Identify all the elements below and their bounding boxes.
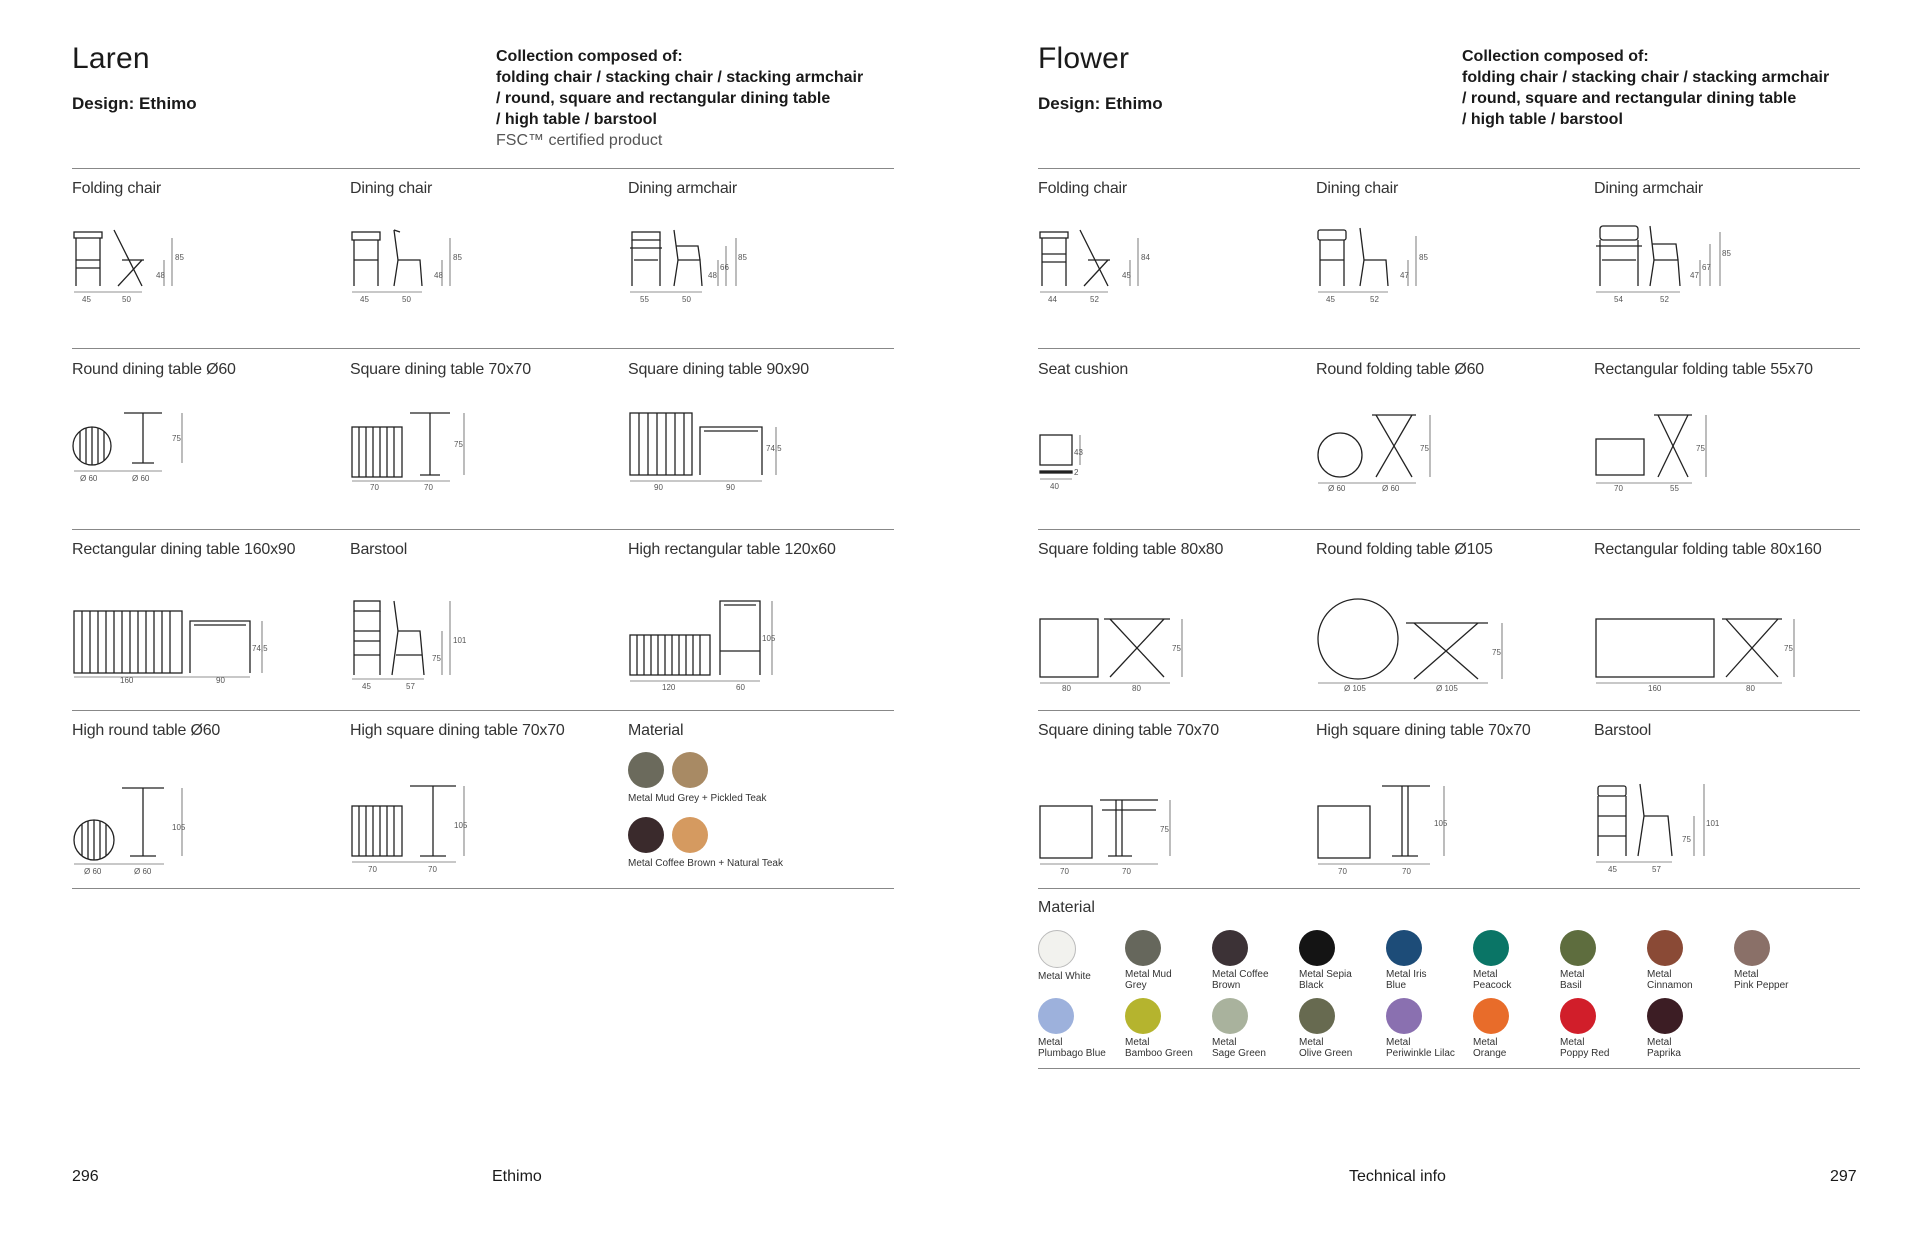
dim-height: 75	[1696, 444, 1705, 453]
product-dining-armchair	[628, 170, 906, 349]
swatch-item	[1125, 930, 1211, 991]
material-option	[628, 817, 783, 869]
dim-height: 85	[453, 253, 462, 262]
product-round-folding-table-105	[1316, 531, 1594, 710]
dim-diameter: Ø 60	[1328, 484, 1346, 493]
square-folding-table-drawing	[1038, 571, 1198, 691]
dim-width: 80	[1062, 684, 1071, 693]
swatch-label-line: Metal Mud	[1125, 969, 1172, 980]
product-label: Barstool	[1594, 722, 1652, 739]
dim-height: 101	[453, 636, 467, 645]
product-dining-armchair	[1594, 170, 1872, 349]
swatch-label	[1473, 1037, 1559, 1059]
product-label: Round dining table Ø60	[72, 361, 236, 378]
dim-height: 75	[1420, 444, 1429, 453]
swatch-label-line: Metal	[1647, 1037, 1672, 1048]
swatch-label	[1473, 969, 1559, 991]
product-folding-chair	[1038, 170, 1316, 349]
dim-height: 105	[1434, 819, 1448, 828]
swatch-item	[1560, 998, 1646, 1059]
product-label: Barstool	[350, 541, 408, 558]
color-swatch	[1386, 998, 1422, 1034]
product-label: Square dining table 70x70	[1038, 722, 1219, 739]
dim-depth: 50	[402, 295, 411, 304]
collection-line: Collection composed of:	[496, 48, 683, 65]
fsc-note: FSC™ certified product	[496, 132, 663, 149]
dim-seat-height: 48	[156, 271, 165, 280]
dim-seat-height: 45	[1122, 271, 1131, 280]
dim-depth: 90	[216, 676, 225, 685]
dim-thickness: 2	[1074, 468, 1079, 477]
dim-width: 70	[1338, 867, 1347, 876]
dim-height: 105	[172, 823, 186, 832]
product-label: Square dining table 90x90	[628, 361, 809, 378]
dim-depth: 70	[1122, 867, 1131, 876]
round-folding-table-drawing	[1316, 391, 1456, 491]
dim-arm-height: 66	[720, 263, 729, 272]
product-label: Dining chair	[350, 180, 433, 197]
swatch-label	[1299, 1037, 1385, 1059]
dim-depth: 50	[682, 295, 691, 304]
swatch-label-line: Peacock	[1473, 980, 1512, 991]
swatch-label-line: Metal	[1212, 1037, 1237, 1048]
page-title: Flower	[1038, 42, 1130, 75]
material-option	[628, 752, 767, 804]
divider	[1038, 168, 1860, 169]
dim-height: 75	[1492, 648, 1501, 657]
product-seat-cushion	[1038, 351, 1316, 530]
dining-chair-drawing	[350, 210, 470, 310]
dim-depth: 55	[1670, 484, 1679, 493]
color-swatch	[1473, 998, 1509, 1034]
dim-width: 45	[82, 295, 91, 304]
dim-depth: 90	[726, 483, 735, 492]
dim-height: 105	[454, 821, 468, 830]
product-label: Square dining table 70x70	[350, 361, 531, 378]
collection-line: Collection composed of:	[1462, 48, 1649, 65]
rect-folding-table-160-drawing	[1594, 571, 1814, 691]
rect-table-drawing	[72, 571, 282, 685]
swatch-label	[1038, 1037, 1124, 1059]
collection-line: folding chair / stacking chair / stacking armchair	[496, 69, 864, 86]
dim-seat-height: 47	[1690, 271, 1699, 280]
dim-length: 120	[662, 683, 676, 692]
dim-width: 55	[640, 295, 649, 304]
swatch-label	[1647, 1037, 1733, 1059]
dim-height: 75	[454, 440, 463, 449]
product-label: Rectangular dining table 160x90	[72, 541, 296, 558]
product-label: Folding chair	[1038, 180, 1128, 197]
dim-depth: 57	[1652, 865, 1661, 874]
swatch-mud-grey	[628, 752, 664, 788]
collection-text	[1462, 46, 1862, 130]
dim-diameter: Ø 60	[134, 867, 152, 876]
swatch-label-line: Plumbago Blue	[1038, 1048, 1106, 1059]
swatch-item	[1473, 930, 1559, 991]
swatch-label-line: Periwinkle Lilac	[1386, 1048, 1455, 1059]
swatch-label-line: Cinnamon	[1647, 980, 1693, 991]
swatch-item	[1212, 998, 1298, 1059]
product-label: Round folding table Ø60	[1316, 361, 1484, 378]
swatch-label-line: Metal	[1473, 1037, 1498, 1048]
dim-length: 160	[120, 676, 134, 685]
color-swatch	[1299, 998, 1335, 1034]
swatch-label	[1560, 1037, 1646, 1059]
collection-line: / round, square and rectangular dining table	[496, 90, 831, 107]
color-swatch	[1647, 998, 1683, 1034]
swatch-label-line: Metal Coffee	[1212, 969, 1269, 980]
divider	[1038, 1068, 1860, 1069]
dim-depth: 60	[736, 683, 745, 692]
dim-depth: 80	[1746, 684, 1755, 693]
product-label: Dining armchair	[628, 180, 738, 197]
dim-seat-height: 75	[432, 654, 441, 663]
dim-height: 75	[172, 434, 181, 443]
dim-height: 85	[738, 253, 747, 262]
dim-width: 45	[1608, 865, 1617, 874]
swatch-label	[1212, 1037, 1298, 1059]
dim-diameter: Ø 105	[1436, 684, 1458, 693]
dim-arm-height: 67	[1702, 263, 1711, 272]
collection-text	[496, 46, 896, 151]
swatch-item	[1125, 998, 1211, 1059]
dim-diameter: Ø 60	[1382, 484, 1400, 493]
round-folding-table-105-drawing	[1316, 571, 1516, 691]
dim-width: 45	[360, 295, 369, 304]
swatch-label-line: Metal	[1125, 1037, 1150, 1048]
product-label: High square dining table 70x70	[350, 722, 565, 739]
page-number: 296	[72, 1168, 99, 1185]
collection-line: / high table / barstool	[496, 111, 657, 128]
swatch-natural-teak	[672, 817, 708, 853]
dim-height: 84	[1141, 253, 1150, 262]
color-swatch	[1473, 930, 1509, 966]
product-dining-chair	[350, 170, 628, 349]
dim-diameter: Ø 105	[1344, 684, 1366, 693]
swatch-label-line: Paprika	[1647, 1048, 1681, 1059]
swatch-label	[1038, 971, 1124, 982]
dining-armchair-drawing	[1594, 210, 1734, 310]
color-swatch	[1734, 930, 1770, 966]
color-swatch	[1299, 930, 1335, 966]
color-swatch	[1125, 998, 1161, 1034]
swatch-coffee-brown	[628, 817, 664, 853]
dim-depth: 70	[428, 865, 437, 874]
product-square-dining-table-70	[350, 351, 628, 530]
material-label: Metal Mud Grey + Pickled Teak	[628, 793, 767, 804]
high-round-table-drawing	[72, 752, 202, 882]
color-swatch	[1038, 930, 1076, 968]
swatch-label	[1647, 969, 1733, 991]
dim-depth: 52	[1090, 295, 1099, 304]
dim-depth: 57	[406, 682, 415, 691]
swatch-label-line: Olive Green	[1299, 1048, 1353, 1059]
color-swatch	[1038, 998, 1074, 1034]
product-label: High rectangular table 120x60	[628, 541, 836, 558]
swatch-label-line: Metal	[1038, 1037, 1063, 1048]
dim-depth: 80	[1132, 684, 1141, 693]
product-rect-folding-table-55x70	[1594, 351, 1872, 530]
page-title: Laren	[72, 42, 150, 75]
barstool-drawing	[1594, 752, 1724, 882]
product-label: Square folding table 80x80	[1038, 541, 1224, 558]
swatch-item	[1560, 930, 1646, 991]
material-section	[628, 712, 906, 891]
swatch-label	[1212, 969, 1298, 991]
swatch-label	[1560, 969, 1646, 991]
right-page	[960, 0, 1920, 1249]
material-title: Material	[628, 722, 684, 739]
swatch-item	[1473, 998, 1559, 1059]
dim-length: 70	[1614, 484, 1623, 493]
dim-length: 160	[1648, 684, 1662, 693]
dim-diameter: Ø 60	[84, 867, 102, 876]
product-high-square-dining-table-70	[350, 712, 628, 891]
product-barstool	[350, 531, 628, 710]
collection-line: / round, square and rectangular dining table	[1462, 90, 1797, 107]
dim-depth: 70	[1402, 867, 1411, 876]
swatch-label-line: Black	[1299, 980, 1324, 991]
product-square-dining-table-70	[1038, 712, 1316, 891]
product-dining-chair	[1316, 170, 1594, 349]
swatch-label-line: Bamboo Green	[1125, 1048, 1193, 1059]
color-swatch	[1212, 930, 1248, 966]
swatch-label-line: Metal	[1647, 969, 1672, 980]
swatch-item	[1212, 930, 1298, 991]
dim-width: 70	[370, 483, 379, 492]
swatch-label-line: Metal	[1386, 1037, 1411, 1048]
product-square-dining-table-90	[628, 351, 906, 530]
dim-height: 85	[1722, 249, 1731, 258]
material-title: Material	[1038, 899, 1095, 916]
swatch-label	[1386, 969, 1472, 991]
product-square-folding-table-80	[1038, 531, 1316, 710]
dim-seat-height: 47	[1400, 271, 1409, 280]
divider	[72, 168, 894, 169]
product-rect-folding-table-80x160	[1594, 531, 1872, 710]
swatch-label-line: Metal	[1560, 969, 1585, 980]
dim-width: 40	[1050, 482, 1059, 491]
swatch-label-line: Sage Green	[1212, 1048, 1266, 1059]
dim-height: 101	[1706, 819, 1720, 828]
barstool-drawing	[350, 571, 480, 691]
swatch-pickled-teak	[672, 752, 708, 788]
swatch-label-line: Orange	[1473, 1048, 1507, 1059]
product-rectangular-dining-table-160	[72, 531, 350, 710]
swatch-label	[1125, 969, 1211, 991]
swatch-item	[1386, 930, 1472, 991]
swatch-label-line: Blue	[1386, 980, 1407, 991]
swatch-label-line: Metal Sepia	[1299, 969, 1352, 980]
high-rect-table-drawing	[628, 571, 798, 691]
dim-seat-height: 48	[434, 271, 443, 280]
swatch-label-line: Metal	[1734, 969, 1759, 980]
dim-height: 74,5	[766, 444, 782, 453]
swatch-label-line: Metal	[1560, 1037, 1585, 1048]
color-swatch	[1560, 998, 1596, 1034]
designer: Design: Ethimo	[1038, 94, 1163, 113]
product-label: Rectangular folding table 80x160	[1594, 541, 1822, 558]
product-high-rectangular-table-120	[628, 531, 906, 710]
dim-depth: 70	[424, 483, 433, 492]
product-label: Folding chair	[72, 180, 162, 197]
page-number: 297	[1830, 1168, 1857, 1185]
dim-depth: 52	[1660, 295, 1669, 304]
dim-height: 105	[762, 634, 776, 643]
dim-height: 75	[1160, 825, 1169, 834]
swatch-item	[1386, 998, 1472, 1059]
seat-cushion-drawing	[1038, 391, 1138, 491]
dim-width: 90	[654, 483, 663, 492]
folding-chair-drawing	[1038, 210, 1158, 310]
divider	[1038, 710, 1860, 711]
dim-depth: 43	[1074, 448, 1083, 457]
high-square-table-drawing	[350, 752, 480, 882]
swatch-item	[1299, 930, 1385, 991]
dim-height: 85	[175, 253, 184, 262]
color-swatch	[1212, 998, 1248, 1034]
dim-width: 45	[1326, 295, 1335, 304]
swatch-label	[1734, 969, 1820, 991]
square-table-90-drawing	[628, 391, 798, 491]
dim-seat-height: 75	[1682, 835, 1691, 844]
dim-depth: 52	[1370, 295, 1379, 304]
divider	[72, 710, 894, 711]
dim-height: 75	[1784, 644, 1793, 653]
footer-section: Technical info	[1349, 1168, 1446, 1185]
product-label: Round folding table Ø105	[1316, 541, 1493, 558]
swatch-label	[1299, 969, 1385, 991]
dining-chair-drawing	[1316, 210, 1436, 310]
swatch-label-line: Brown	[1212, 980, 1241, 991]
swatch-item	[1734, 930, 1820, 991]
folding-chair-drawing	[72, 210, 192, 310]
material-label: Metal Coffee Brown + Natural Teak	[628, 858, 783, 869]
product-high-round-table-60	[72, 712, 350, 891]
swatch-label-line: Metal White	[1038, 971, 1091, 982]
swatch-item	[1038, 998, 1124, 1059]
dim-width: 54	[1614, 295, 1623, 304]
swatch-item	[1647, 930, 1733, 991]
designer: Design: Ethimo	[72, 94, 197, 113]
product-folding-chair	[72, 170, 350, 349]
swatch-item	[1647, 998, 1733, 1059]
dim-width: 45	[362, 682, 371, 691]
product-label: Dining armchair	[1594, 180, 1704, 197]
dim-width: 44	[1048, 295, 1057, 304]
dim-diameter: Ø 60	[80, 474, 98, 483]
dining-armchair-drawing	[628, 210, 758, 310]
swatch-label-line: Grey	[1125, 980, 1147, 991]
product-high-square-dining-table-70	[1316, 712, 1594, 891]
swatch-label	[1125, 1037, 1211, 1059]
footer-brand: Ethimo	[492, 1168, 542, 1185]
dim-width: 70	[1060, 867, 1069, 876]
product-label: High square dining table 70x70	[1316, 722, 1531, 739]
rect-folding-table-drawing	[1594, 391, 1734, 491]
product-label: Seat cushion	[1038, 361, 1129, 378]
collection-line: / high table / barstool	[1462, 111, 1623, 128]
product-round-folding-table-60	[1316, 351, 1594, 530]
swatch-label-line: Metal Iris	[1386, 969, 1427, 980]
swatch-label-line: Metal	[1473, 969, 1498, 980]
swatch-label	[1386, 1037, 1472, 1059]
square-dining-table-drawing	[1038, 752, 1188, 882]
color-swatch	[1125, 930, 1161, 966]
dim-seat-height: 48	[708, 271, 717, 280]
product-barstool	[1594, 712, 1872, 891]
product-label: Rectangular folding table 55x70	[1594, 361, 1813, 378]
dim-depth: 50	[122, 295, 131, 304]
swatch-label-line: Poppy Red	[1560, 1048, 1610, 1059]
dim-height: 75	[1172, 644, 1181, 653]
round-table-drawing	[72, 391, 202, 491]
swatch-item	[1299, 998, 1385, 1059]
swatch-label-line: Pink Pepper	[1734, 980, 1789, 991]
color-swatch	[1386, 930, 1422, 966]
dim-diameter: Ø 60	[132, 474, 150, 483]
swatch-label-line: Metal	[1299, 1037, 1324, 1048]
dim-height: 85	[1419, 253, 1428, 262]
swatch-item	[1038, 930, 1124, 982]
dim-height: 74,5	[252, 644, 268, 653]
product-round-dining-table-60	[72, 351, 350, 530]
product-label: High round table Ø60	[72, 722, 221, 739]
color-swatch	[1647, 930, 1683, 966]
high-square-table-drawing	[1316, 752, 1466, 882]
product-label: Dining chair	[1316, 180, 1399, 197]
square-table-drawing	[350, 391, 480, 491]
collection-line: folding chair / stacking chair / stacking armchair	[1462, 69, 1830, 86]
color-swatch	[1560, 930, 1596, 966]
dim-width: 70	[368, 865, 377, 874]
swatch-label-line: Basil	[1560, 980, 1582, 991]
